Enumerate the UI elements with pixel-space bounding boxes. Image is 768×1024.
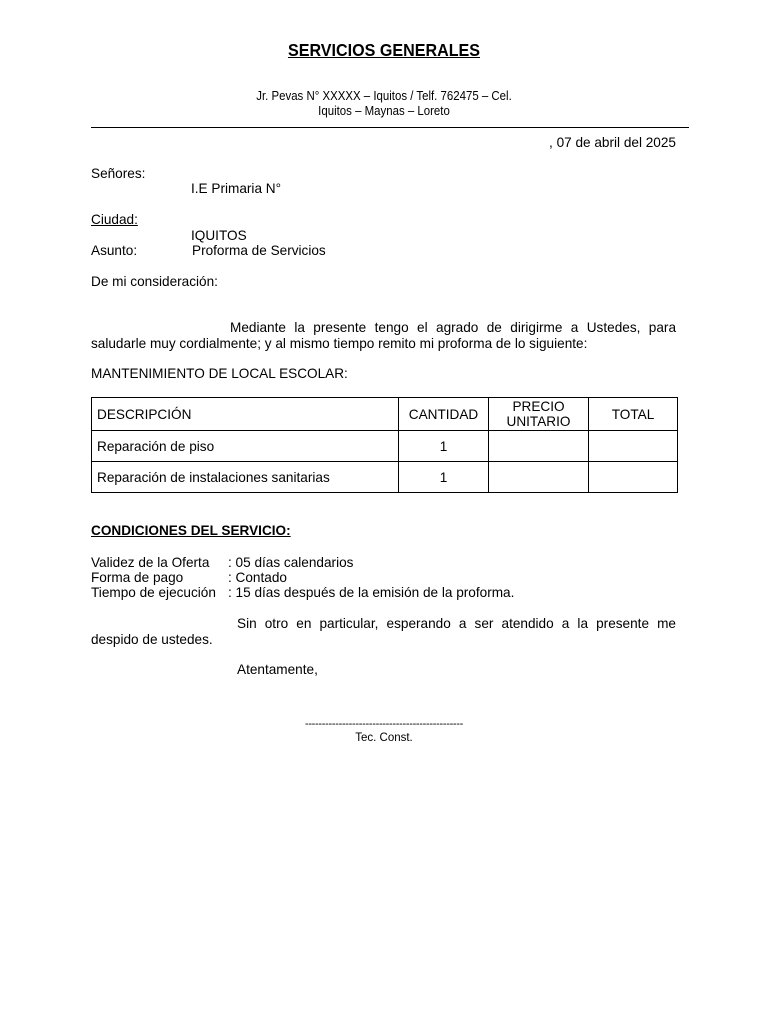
city-label: Ciudad: [91,212,138,227]
table-row [92,462,678,493]
subject-label: Asunto: [91,243,138,258]
recipient-name: I.E Primaria N° [191,181,282,196]
header-unit-price-line2: UNITARIO [506,414,571,429]
section-title: MANTENIMIENTO DE LOCAL ESCOLAR: [91,366,348,381]
row-unit-price [489,462,589,493]
condition-value-payment: : Contado [228,570,287,585]
address-line-1: Jr. Pevas N° XXXXX – Iquitos / Telf. 762475 – Cel. [256,88,512,103]
greeting: De mi consideración: [91,274,218,289]
condition-label-validity: Validez de la Oferta [91,555,210,570]
row-total [589,462,678,493]
farewell: Atentamente, [237,662,318,677]
conditions-title: CONDICIONES DEL SERVICIO: [91,523,291,538]
row-description: Reparación de piso [92,431,399,462]
condition-label-time: Tiempo de ejecución [91,585,216,600]
subject-value: Proforma de Servicios [192,243,326,258]
row-quantity: 1 [399,462,489,493]
table-header-row [92,398,678,431]
header-unit-price-line1: PRECIO [512,399,565,414]
condition-value-time: : 15 días después de la emisión de la proforma. [228,585,515,600]
document-date: , 07 de abril del 2025 [549,135,676,150]
row-unit-price [489,431,589,462]
header-quantity: CANTIDAD [399,398,489,431]
header-unit-price [489,398,589,431]
row-quantity: 1 [399,431,489,462]
signature-name: Tec. Const. [355,732,413,744]
header-description: DESCRIPCIÓN [92,398,399,431]
signature-line: ----------------------------------------------- [304,718,464,730]
condition-value-validity: : 05 días calendarios [228,555,354,570]
address-line-2: Iquitos – Maynas – Loreto [318,103,450,118]
condition-label-payment: Forma de pago [91,570,184,585]
document-title: SERVICIOS GENERALES [287,40,481,60]
table-row [92,431,678,462]
recipient-label: Señores: [91,166,146,181]
row-description: Reparación de instalaciones sanitarias [92,462,399,493]
header-divider [91,127,689,128]
proforma-table [91,397,678,493]
intro-paragraph: Mediante la presente tengo el agrado de dirigirme a Ustedes, para saludarle muy cordialmente; y al mismo tiempo remito mi proforma de lo siguiente: [91,320,676,351]
header-total: TOTAL [589,398,678,431]
city-value: IQUITOS [191,228,247,243]
row-total [589,431,678,462]
closing-paragraph: Sin otro en particular, esperando a ser atendido a la presente me despido de ustedes. [91,616,676,647]
